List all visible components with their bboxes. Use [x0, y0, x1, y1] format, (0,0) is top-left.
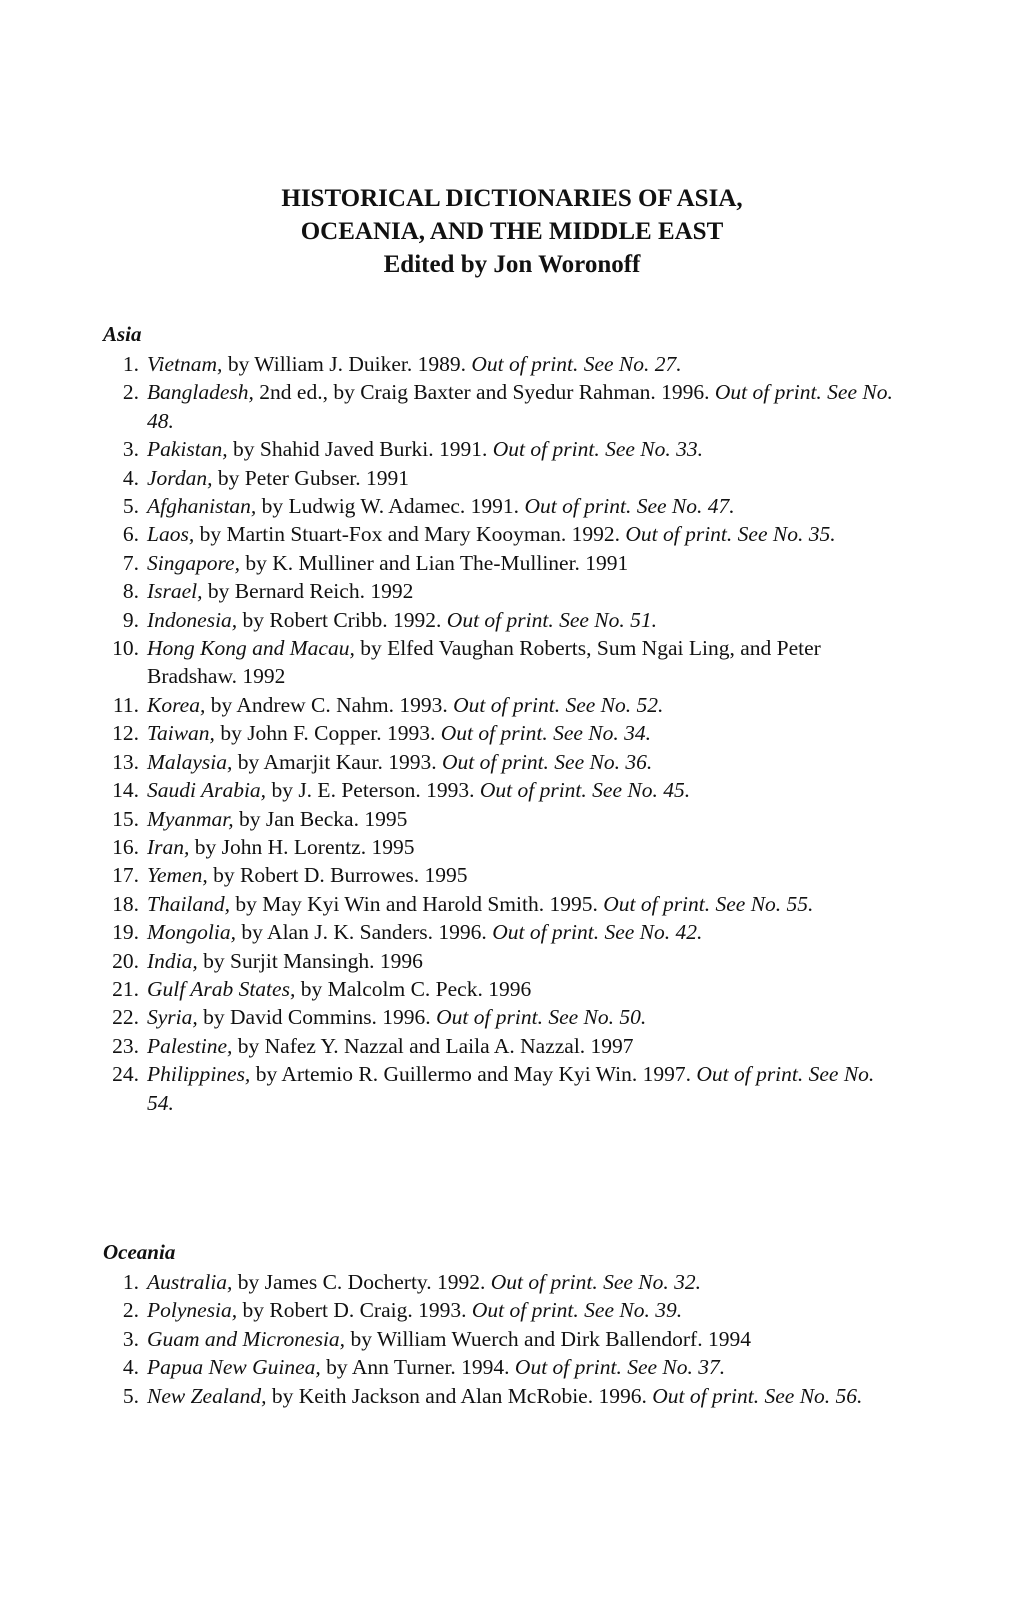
entry-print-status: Out of print. See No. 51.: [446, 607, 658, 632]
entry-details: by Nafez Y. Nazzal and Laila A. Nazzal. 1997: [232, 1033, 634, 1058]
entry-number: 21.: [112, 976, 139, 1001]
entry-title: Vietnam,: [147, 352, 223, 376]
entry-number: 2.: [122, 380, 139, 405]
entry-title: Israel,: [147, 579, 203, 604]
entry-title: Mongolia,: [147, 920, 236, 945]
section-asia: [103, 320, 903, 1117]
list-item: [103, 975, 903, 1003]
list-item: [103, 1268, 903, 1296]
entry-print-status: Out of print. See No. 47.: [524, 494, 735, 519]
heading-line-2: OCEANIA, AND THE MIDDLE EAST: [300, 218, 724, 245]
entry-number: 8.: [122, 579, 139, 604]
entry-number: 17.: [112, 863, 139, 888]
entry-title: Laos,: [147, 522, 195, 547]
entry-number: 1.: [122, 1270, 139, 1294]
entry-number: 23.: [112, 1033, 139, 1058]
entry-number: 20.: [112, 948, 139, 973]
list-item: [103, 1032, 903, 1060]
entry-print-status: Out of print. See No. 52.: [453, 692, 664, 717]
entry-details: by James C. Docherty. 1992.: [232, 1270, 491, 1294]
list-item: [103, 805, 903, 833]
entry-number: 18.: [112, 891, 139, 916]
list-item: [103, 577, 903, 605]
entry-number: 4.: [122, 1355, 139, 1380]
list-item: [103, 350, 903, 378]
entry-print-status: Out of print. See No. 34.: [440, 721, 651, 746]
entry-details: by Andrew C. Nahm. 1993.: [205, 692, 454, 717]
entry-number: 5.: [122, 494, 139, 519]
entry-print-status: Out of print. See No. 56.: [652, 1383, 863, 1408]
entry-title: Taiwan,: [147, 721, 215, 746]
entry-title: Thailand,: [147, 891, 231, 916]
entry-details: by Ann Turner. 1994.: [320, 1355, 515, 1380]
entry-details: by Robert Cribb. 1992.: [237, 607, 447, 632]
entry-title: Polynesia,: [147, 1298, 238, 1323]
list-item: [103, 719, 903, 747]
entry-details: by Peter Gubser. 1991: [212, 465, 409, 490]
entry-number: 9.: [122, 607, 139, 632]
entry-title: Indonesia,: [147, 607, 238, 632]
entry-title: Singapore,: [147, 550, 240, 575]
list-item: [103, 464, 903, 492]
entry-number: 3.: [122, 437, 139, 462]
list-item: [103, 1325, 903, 1353]
entry-number: 19.: [112, 920, 139, 945]
list-item: [103, 1003, 903, 1031]
list-item: [103, 748, 903, 776]
section-title-asia: Asia: [103, 322, 142, 346]
asia-entry-list: [103, 350, 903, 1117]
list-item: [103, 691, 903, 719]
entry-number: 2.: [122, 1298, 139, 1323]
entry-title: Yemen,: [147, 863, 208, 888]
entry-print-status: Out of print. See No. 48.: [147, 380, 893, 433]
entry-details: by Robert D. Burrowes. 1995: [207, 863, 468, 888]
entry-details: by J. E. Peterson. 1993.: [266, 778, 480, 803]
entry-print-status: Out of print. See No. 27.: [471, 352, 682, 376]
entry-details: by John F. Copper. 1993.: [214, 721, 441, 746]
entry-number: 14.: [112, 778, 139, 803]
list-item: [103, 833, 903, 861]
entry-details: by K. Mulliner and Lian The-Mulliner. 1991: [239, 550, 629, 575]
section-oceania: [103, 1238, 903, 1410]
entry-number: 15.: [112, 806, 139, 831]
entry-number: 3.: [122, 1326, 139, 1351]
list-item: [103, 890, 903, 918]
entry-details: by John H. Lorentz. 1995: [189, 834, 415, 859]
entry-title: Guam and Micronesia,: [147, 1326, 346, 1351]
entry-print-status: Out of print. See No. 32.: [490, 1270, 701, 1294]
list-item: [103, 776, 903, 804]
list-item: [103, 435, 903, 463]
list-item: [103, 520, 903, 548]
entry-details: by Elfed Vaughan Roberts, Sum Ngai Ling, and Peter Bradshaw. 1992: [147, 636, 821, 689]
entry-details: by David Commins. 1996.: [197, 1005, 437, 1030]
list-item: [103, 1382, 903, 1410]
entry-details: by Surjit Mansingh. 1996: [197, 948, 423, 973]
list-item: [103, 492, 903, 520]
entry-title: New Zealand,: [147, 1383, 267, 1408]
entry-print-status: Out of print. See No. 33.: [492, 437, 703, 462]
entry-number: 6.: [122, 522, 139, 547]
entry-details: 2nd ed., by Craig Baxter and Syedur Rahman. 1996.: [253, 380, 715, 405]
entry-number: 7.: [122, 550, 139, 575]
entry-number: 10.: [112, 636, 139, 661]
list-item: [103, 549, 903, 577]
entry-print-status: Out of print. See No. 39.: [471, 1298, 683, 1323]
entry-details: by Malcolm C. Peck. 1996: [295, 976, 532, 1001]
entry-print-status: Out of print. See No. 55.: [603, 891, 814, 916]
entry-number: 4.: [122, 465, 139, 490]
entry-title: Korea,: [147, 692, 206, 717]
entry-number: 1.: [122, 352, 139, 376]
entry-details: by Keith Jackson and Alan McRobie. 1996.: [266, 1383, 653, 1408]
entry-title: Jordan,: [147, 465, 213, 490]
entry-title: Syria,: [147, 1005, 198, 1030]
entry-details: by Shahid Javed Burki. 1991.: [227, 437, 493, 462]
page-heading: [0, 182, 1024, 281]
entry-print-status: Out of print. See No. 54.: [147, 1062, 875, 1115]
entry-print-status: Out of print. See No. 35.: [625, 522, 836, 547]
entry-print-status: Out of print. See No. 42.: [492, 920, 703, 945]
list-item: [103, 918, 903, 946]
entry-number: 12.: [112, 721, 139, 746]
entry-title: Hong Kong and Macau,: [147, 636, 355, 661]
entry-title: Saudi Arabia,: [147, 778, 267, 803]
entry-number: 13.: [112, 749, 139, 774]
entry-details: by Jan Becka. 1995: [233, 806, 408, 831]
entry-number: 11.: [112, 692, 139, 717]
entry-details: by William Wuerch and Dirk Ballendorf. 1994: [345, 1326, 751, 1351]
entry-print-status: Out of print. See No. 45.: [479, 778, 691, 803]
entry-title: Australia,: [147, 1270, 233, 1294]
entry-title: Malaysia,: [147, 749, 233, 774]
list-item: [103, 947, 903, 975]
list-item: [103, 1060, 903, 1117]
entry-number: 22.: [112, 1005, 139, 1030]
entry-details: by Alan J. K. Sanders. 1996.: [235, 920, 493, 945]
entry-details: by Robert D. Craig. 1993.: [237, 1298, 472, 1323]
entry-details: by Artemio R. Guillermo and May Kyi Win. 1997.: [250, 1062, 697, 1087]
entry-title: Gulf Arab States,: [147, 976, 296, 1001]
list-item: [103, 1296, 903, 1324]
list-item: [103, 1353, 903, 1381]
entry-details: by William J. Duiker. 1989.: [222, 352, 472, 376]
entry-title: Pakistan,: [147, 437, 228, 462]
entry-details: by Martin Stuart-Fox and Mary Kooyman. 1992.: [194, 522, 626, 547]
entry-print-status: Out of print. See No. 50.: [436, 1005, 647, 1030]
entry-details: by Ludwig W. Adamec. 1991.: [256, 494, 525, 519]
entry-title: Myanmar,: [147, 806, 234, 831]
entry-print-status: Out of print. See No. 36.: [442, 749, 653, 774]
heading-editor: Edited by Jon Woronoff: [383, 251, 641, 278]
entry-details: by Amarjit Kaur. 1993.: [232, 749, 443, 774]
entry-details: by Bernard Reich. 1992: [202, 579, 414, 604]
heading-line-1: HISTORICAL DICTIONARIES OF ASIA,: [281, 185, 743, 212]
entry-number: 16.: [112, 834, 139, 859]
entry-number: 5.: [122, 1383, 139, 1408]
entry-print-status: Out of print. See No. 37.: [514, 1355, 726, 1380]
oceania-entry-list: [103, 1268, 903, 1410]
list-item: [103, 861, 903, 889]
entry-title: Papua New Guinea,: [147, 1355, 321, 1380]
entry-title: Philippines,: [147, 1062, 251, 1087]
section-title-oceania: Oceania: [103, 1240, 176, 1264]
entry-title: Bangladesh,: [147, 380, 254, 405]
entry-title: Afghanistan,: [147, 494, 257, 519]
entry-details: by May Kyi Win and Harold Smith. 1995.: [230, 891, 604, 916]
entry-title: India,: [147, 948, 198, 973]
list-item: [103, 378, 903, 435]
list-item: [103, 634, 903, 691]
entry-title: Palestine,: [147, 1033, 233, 1058]
list-item: [103, 606, 903, 634]
entry-title: Iran,: [147, 834, 190, 859]
entry-number: 24.: [112, 1062, 139, 1087]
